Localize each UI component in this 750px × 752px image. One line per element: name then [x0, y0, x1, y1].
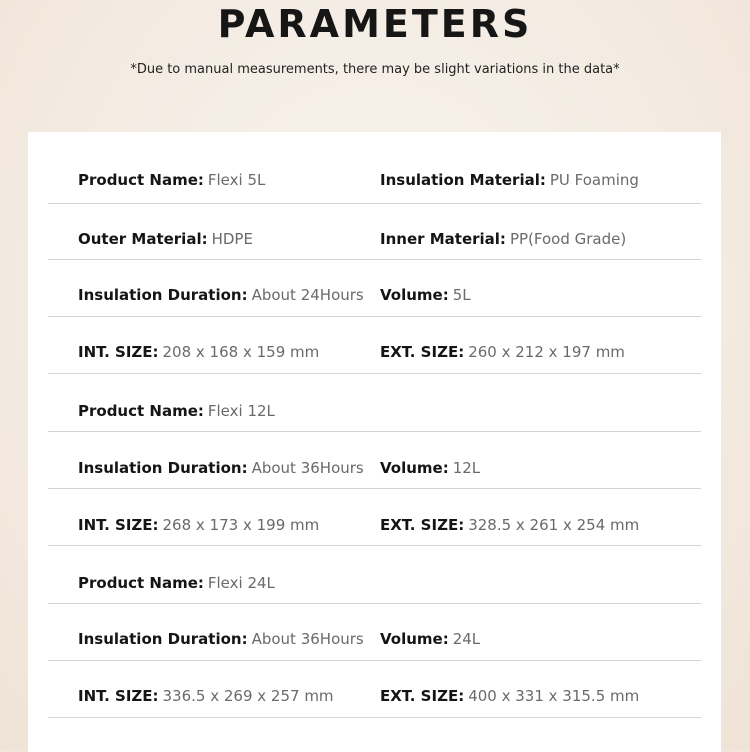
- param-value: 12L: [452, 459, 481, 477]
- param-value: 328.5 x 261 x 254 mm: [468, 516, 640, 534]
- param-cell: [380, 516, 639, 534]
- param-label: INT. SIZE:: [78, 343, 159, 361]
- param-cell: [78, 574, 275, 592]
- param-cell: [78, 630, 364, 648]
- table-row: [48, 546, 701, 604]
- param-label: INT. SIZE:: [78, 687, 159, 705]
- param-value: 260 x 212 x 197 mm: [468, 343, 625, 361]
- table-row: [48, 317, 701, 374]
- page-title: PARAMETERS: [217, 2, 533, 46]
- param-value: About 36Hours: [251, 630, 364, 648]
- param-value: 24L: [452, 630, 481, 648]
- param-label: Volume:: [380, 459, 449, 477]
- param-label: Inner Material:: [380, 230, 506, 248]
- param-cell: [380, 230, 626, 248]
- param-label: Volume:: [380, 286, 449, 304]
- param-cell: [380, 630, 480, 648]
- param-cell: [78, 286, 364, 304]
- param-label: EXT. SIZE:: [380, 687, 465, 705]
- table-row: [48, 604, 701, 661]
- param-value: About 36Hours: [251, 459, 364, 477]
- table-row: [48, 374, 701, 432]
- table-row: [48, 204, 701, 260]
- param-value: Flexi 12L: [207, 402, 275, 420]
- param-value: HDPE: [211, 230, 253, 248]
- param-value: PU Foaming: [549, 171, 639, 189]
- param-value: Flexi 5L: [207, 171, 266, 189]
- param-label: EXT. SIZE:: [380, 343, 465, 361]
- table-row: [48, 132, 701, 204]
- param-cell: [78, 459, 364, 477]
- table-row: [48, 489, 701, 546]
- param-cell: [78, 516, 319, 534]
- param-value: PP(Food Grade): [509, 230, 627, 248]
- table-row: [48, 260, 701, 317]
- param-cell: [78, 171, 265, 189]
- param-label: Insulation Duration:: [78, 459, 248, 477]
- param-label: INT. SIZE:: [78, 516, 159, 534]
- param-cell: [78, 687, 334, 705]
- param-cell: [78, 230, 253, 248]
- param-label: Product Name:: [78, 171, 204, 189]
- param-label: Insulation Duration:: [78, 630, 248, 648]
- param-cell: [380, 459, 480, 477]
- param-value: 208 x 168 x 159 mm: [162, 343, 320, 361]
- param-cell: [380, 343, 625, 361]
- param-label: EXT. SIZE:: [380, 516, 465, 534]
- param-label: Insulation Material:: [380, 171, 546, 189]
- param-value: 400 x 331 x 315.5 mm: [468, 687, 640, 705]
- measurement-note: *Due to manual measurements, there may be slight variations in the data*: [130, 62, 620, 77]
- param-cell: [380, 171, 639, 189]
- param-label: Volume:: [380, 630, 449, 648]
- parameters-table: [28, 132, 721, 752]
- param-cell: [380, 286, 471, 304]
- param-value: 336.5 x 269 x 257 mm: [162, 687, 334, 705]
- param-value: About 24Hours: [251, 286, 364, 304]
- param-value: 5L: [452, 286, 471, 304]
- table-row: [48, 432, 701, 489]
- param-label: Insulation Duration:: [78, 286, 248, 304]
- param-cell: [78, 402, 275, 420]
- param-cell: [78, 343, 319, 361]
- param-cell: [380, 687, 639, 705]
- param-value: Flexi 24L: [207, 574, 275, 592]
- param-label: Product Name:: [78, 574, 204, 592]
- table-row: [48, 661, 701, 718]
- param-label: Product Name:: [78, 402, 204, 420]
- param-value: 268 x 173 x 199 mm: [162, 516, 320, 534]
- param-label: Outer Material:: [78, 230, 208, 248]
